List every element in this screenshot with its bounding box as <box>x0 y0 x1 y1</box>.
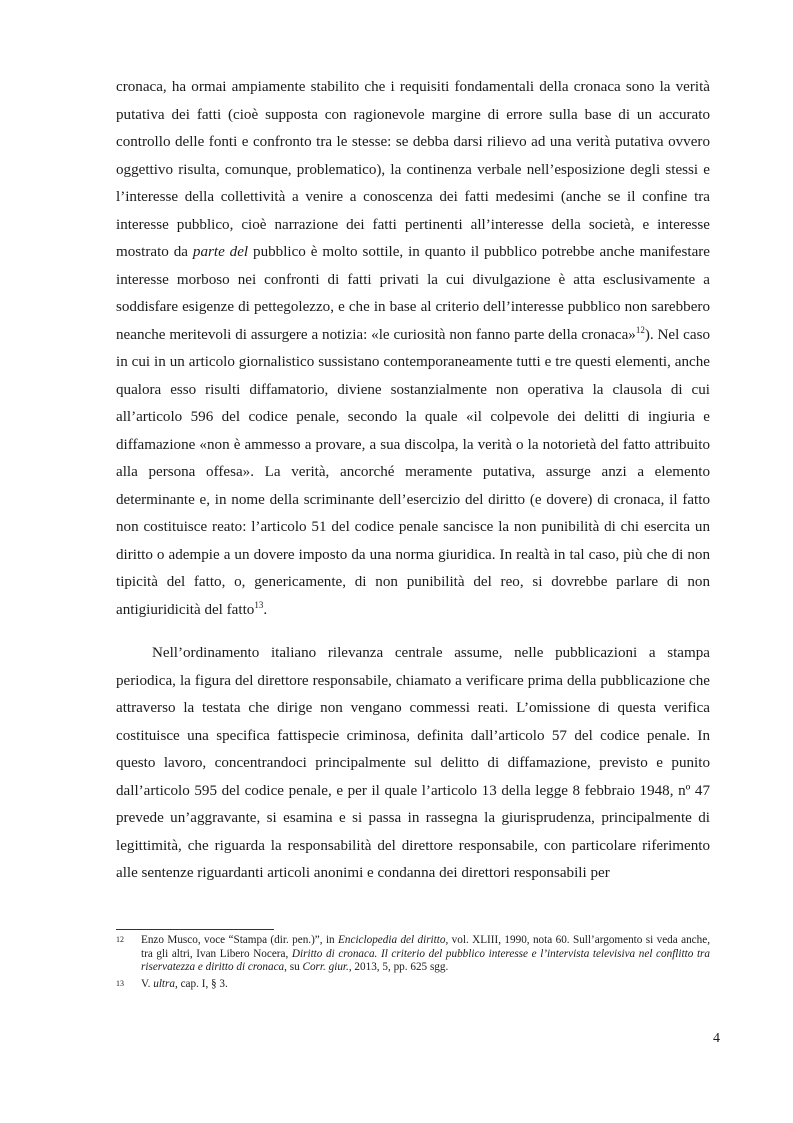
footnote-12-text-b: , vol. XLIII, 1990, nota 60. Sull’argomento si veda anche, tra gli altri, Ivan Libero Nocera, <box>141 934 710 960</box>
footnote-ref-12[interactable]: 12 <box>635 324 645 335</box>
footnote-13-italic: ultra <box>153 977 175 990</box>
footnotes <box>116 934 710 994</box>
footnote-13-text-a: V. <box>141 977 154 990</box>
body-text <box>116 74 710 888</box>
paragraph-2: Nell’ordinamento italiano rilevanza centrale assume, nelle pubblicazioni a stampa periodica, la figura del direttore responsabile, chiamato a verificare prima della pubblicazione che attraverso la testata che dirige non vengano commessi reati. L’omissione di questa verifica costituisce una specifica fattispecie criminosa, definita dall’articolo 57 del codice penale. In questo lavoro, concentrandoci principalmente sul delitto di diffamazione, previsto e punito dall’articolo 595 del codice penale, e per il quale l’articolo 13 della legge 8 febbraio 1948, nº 47 prevede un’aggravante, si esamina e si passa in rassegna la giurisprudenza, principalmente di legittimità, che riguarda la responsabilità del direttore responsabile, con particolare riferimento alle sentenze riguardanti articoli anonimi e condanna dei direttori responsabili per <box>116 645 710 881</box>
footnote-12-italic-2: Diritto di cronaca. Il criterio del pubblico interesse e l’intervista televisiva nel conflitto tra riservatezza e diritto di cronaca <box>141 947 711 974</box>
footnote-text <box>141 934 710 975</box>
footnote-12-italic-3: Corr. giur. <box>302 961 349 974</box>
page-number: 4 <box>713 1031 720 1046</box>
footnote-12-italic-1: Enciclopedia del diritto <box>338 934 446 946</box>
footnote-12-text-d: , 2013, 5, pp. 625 sgg. <box>348 961 449 974</box>
paragraph-1-text-b: pubblico è molto sottile, in quanto il pubblico potrebbe anche manifestare interesse morboso nei confronti di fatti privati la cui divulgazione è atta esclusivamente a soddisfare esigenze di pettegolezzo, e che in base al criterio dell’interesse pubblico non sarebbero neanche meritevoli di assurgere a notizia: «le curiosità non fanno parte della cronaca» <box>116 244 711 343</box>
footnote-number: 13 <box>116 978 124 988</box>
paragraph-1-emphasis: parte del <box>192 244 249 260</box>
footnote-12-text-c: , su <box>284 961 303 974</box>
footnote-number: 12 <box>116 935 124 944</box>
paragraph-1 <box>116 74 710 624</box>
footnote-12-text-a: Enzo Musco, voce “Stampa (dir. pen.)”, in <box>141 934 339 946</box>
footnote-13 <box>116 978 710 992</box>
footnote-separator <box>116 929 274 930</box>
footnote-ref-13[interactable]: 13 <box>254 599 264 610</box>
footnote-12 <box>116 934 710 975</box>
footnote-13-text-b: , cap. I, § 3. <box>175 977 228 990</box>
footnote-text <box>141 978 710 992</box>
paragraph-1-text-a: cronaca, ha ormai ampiamente stabilito che i requisiti fondamentali della cronaca sono la verità putativa dei fatti (cioè supposta con ragionevole margine di errore sulla base di un accurato controllo delle fonti e confronto tra le stesse: se debba darsi rilievo ad una verità putativa ovvero oggettivo risulta, comunque, problematico), la continenza verbale nell’esposizione degli stessi e l’interesse della collettività a venire a conoscenza dei fatti medesimi (anche se il confine tra interesse pubblico, cioè narrazione dei fatti pertinenti all’interesse della società, e interesse mostrato da <box>116 79 710 260</box>
paragraph-1-text-c: ). Nel caso in cui in un articolo giornalistico sussistano contemporaneamente tutti e tre questi elementi, anche qualora esso risulti diffamatorio, diviene sostanzialmente non operativa la clausola di cui all’articolo 596 del codice penale, secondo la quale «il colpevole dei delitti di ingiuria e diffamazione «non è ammesso a provare, a sua discolpa, la verità o la notorietà del fatto attribuito alla persona offesa». La verità, ancorché meramente putativa, assurge anzi a elemento determinante e, in nome della scriminante dell’esercizio del diritto (e dovere) di cronaca, il fatto non costituisce reato: l’articolo 51 del codice penale sancisce la non punibilità di chi esercita un diritto o adempie a un dovere imposto da una norma giuridica. In realtà in tal caso, più che di non tipicità del fatto, o, genericamente, di non punibilità del reo, si dovrebbe parlare di non antigiuridicità del fatto <box>116 326 710 618</box>
paragraph-1-text-d: . <box>263 601 268 618</box>
